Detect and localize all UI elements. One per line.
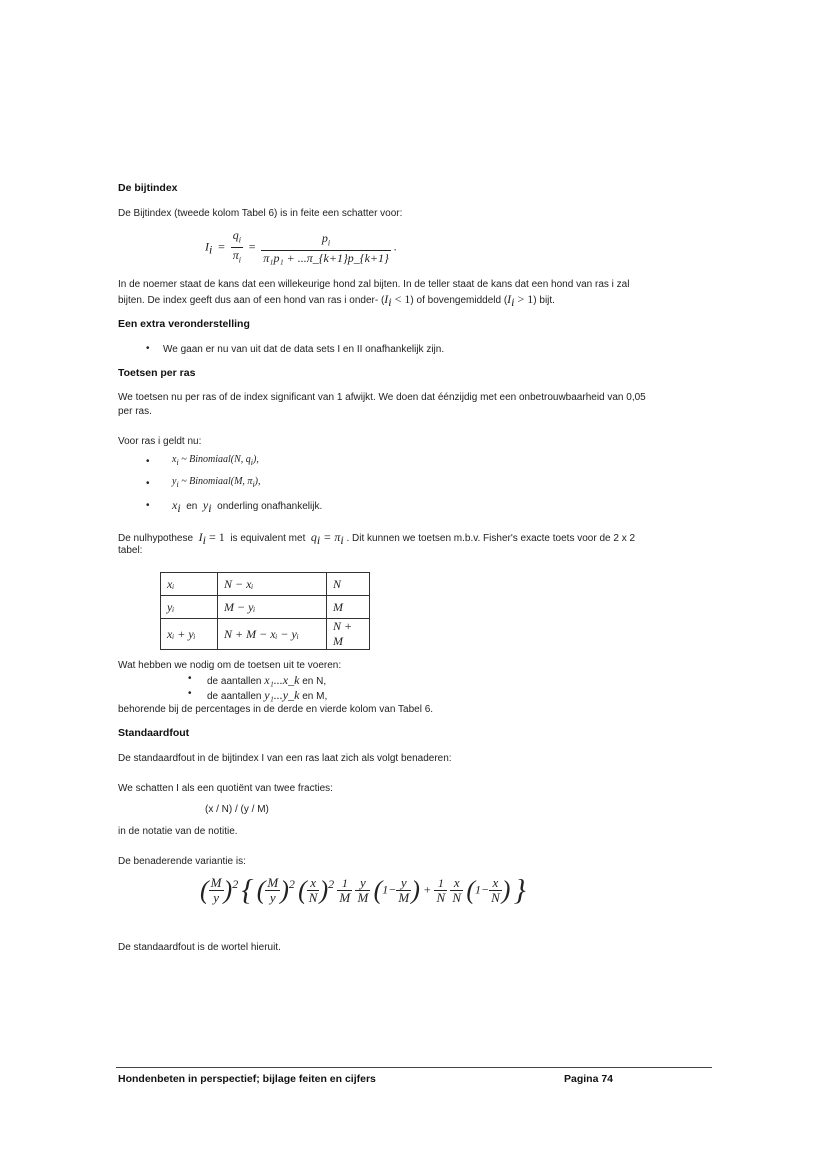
test-paragraph-line2: per ras. — [118, 406, 152, 417]
test-bullet-independence: $x_i$ en $y_i$ onderling onafhankelijk. — [172, 498, 323, 515]
heading-test-per-race: Toetsen per ras — [118, 367, 196, 379]
bullet-dot: • — [146, 456, 150, 467]
heading-bijtindex: De bijtindex — [118, 182, 178, 194]
table-row — [161, 596, 370, 619]
table-cell: xᵢ + yᵢ — [161, 619, 218, 650]
table-cell: yᵢ — [161, 596, 218, 619]
formula-fraction-2: $\frac{p_i}{\text{π₁p₁ + ...π\_\{k+1\}p\_\{k+1\}}}$ — [263, 230, 389, 266]
test-bullet-y-binomial: $y_i$ ~ Binomiaal(M, $\pi_i$), — [172, 476, 261, 489]
table-cell: N − xᵢ — [218, 573, 327, 596]
table-cell: N + M — [327, 619, 370, 650]
nullhypothesis-line1: De nulhypothese $I_i = 1$ is equivalent met $q_i = \pi_i$ . Dit kunnen we toetsen m.b.v. Fisher's exacte toets voor de 2 x 2 — [118, 530, 636, 547]
table-cell: N — [327, 573, 370, 596]
table-cell: M − yᵢ — [218, 596, 327, 619]
variance-formula: ( $\frac{M}{y}$ )$^2$ { ( $\frac{M}{y}$ )$^2$ ( $\frac{x}{N}$ )$^2$ $\frac{1}{M}$ $\frac{y}{M}$ (1− $\frac{y}{M}$ ) + $\frac{1}{N}$ $\frac{x}{N}$ (1− $\frac{x}{N}$ ) } — [200, 873, 526, 907]
bullet-dot: • — [146, 343, 150, 354]
se-paragraph-4: De benaderende variantie is: — [118, 856, 246, 867]
needed-bullet-y: de aantallen y₁...y_k en M, — [207, 688, 328, 702]
bijtindex-intro: De Bijtindex (tweede kolom Tabel 6) is in feite een schatter voor: — [118, 208, 403, 219]
bullet-dot: • — [146, 478, 150, 489]
table-cell: M — [327, 596, 370, 619]
table-row — [161, 573, 370, 596]
table-cell: N + M − xᵢ − yᵢ — [218, 619, 327, 650]
footer-divider — [116, 1067, 712, 1068]
bullet-dot: • — [146, 500, 150, 511]
se-paragraph-2: We schatten I als een quotiënt van twee fracties: — [118, 783, 333, 794]
test-paragraph-line1: We toetsen nu per ras of de index significant van 1 afwijkt. We doen dat éénzijdig met een onbetrouwbaarheid van 0,05 — [118, 392, 646, 403]
test-bullet-x-binomial: $x_i$ ~ Binomiaal(N, $q_i$), — [172, 454, 259, 467]
table-row — [161, 619, 370, 650]
bijtindex-formula: $I_i$ = $\frac{q_i}{\pi_i}$ = $\frac{p_i}{\text{π₁p₁ + ...π\_\{k+1\}p\_\{k+1\}}}$ . — [205, 228, 397, 270]
bullet-dot: • — [188, 673, 192, 684]
needed-intro: Wat hebben we nodig om de toetsen uit te voeren: — [118, 660, 342, 671]
se-paragraph-3: in de notatie van de notitie. — [118, 826, 238, 837]
bullet-dot: • — [188, 688, 192, 699]
se-paragraph-5: De standaardfout is de wortel hieruit. — [118, 942, 281, 953]
contingency-table — [160, 572, 370, 650]
needed-bullet-x: de aantallen x₁...x_k en N, — [207, 673, 327, 687]
heading-standard-error: Standaardfout — [118, 727, 190, 739]
bijtindex-paragraph-line2: bijten. De index geeft dus aan of een hond van ras i onder- $(I_i < 1)$ of bovengemiddeld $(I_i > 1)$ bijt. — [118, 292, 555, 309]
nullhypothesis-line2: tabel: — [118, 545, 143, 556]
footer-title: Hondenbeten in perspectief; bijlage feiten en cijfers — [118, 1073, 376, 1085]
heading-assumption: Een extra veronderstelling — [118, 318, 250, 330]
se-quotient-formula: (x / N) / (y / M) — [205, 804, 269, 815]
footer-page-number: Pagina 74 — [564, 1073, 614, 1085]
se-paragraph-1: De standaardfout in de bijtindex I van een ras laat zich als volgt benaderen: — [118, 753, 452, 764]
table-cell: xᵢ — [161, 573, 218, 596]
bijtindex-paragraph-line1: In de noemer staat de kans dat een willekeurige hond zal bijten. In de teller staat de kans dat een hond van ras i zal — [118, 279, 630, 290]
test-for-race: Voor ras i geldt nu: — [118, 436, 202, 447]
formula-fraction-1: $\frac{q_i}{\pi_i}$ — [232, 228, 241, 265]
needed-outro: behorende bij de percentages in de derde en vierde kolom van Tabel 6. — [118, 704, 434, 715]
assumption-bullet: We gaan er nu van uit dat de data sets I en II onafhankelijk zijn. — [163, 344, 445, 355]
